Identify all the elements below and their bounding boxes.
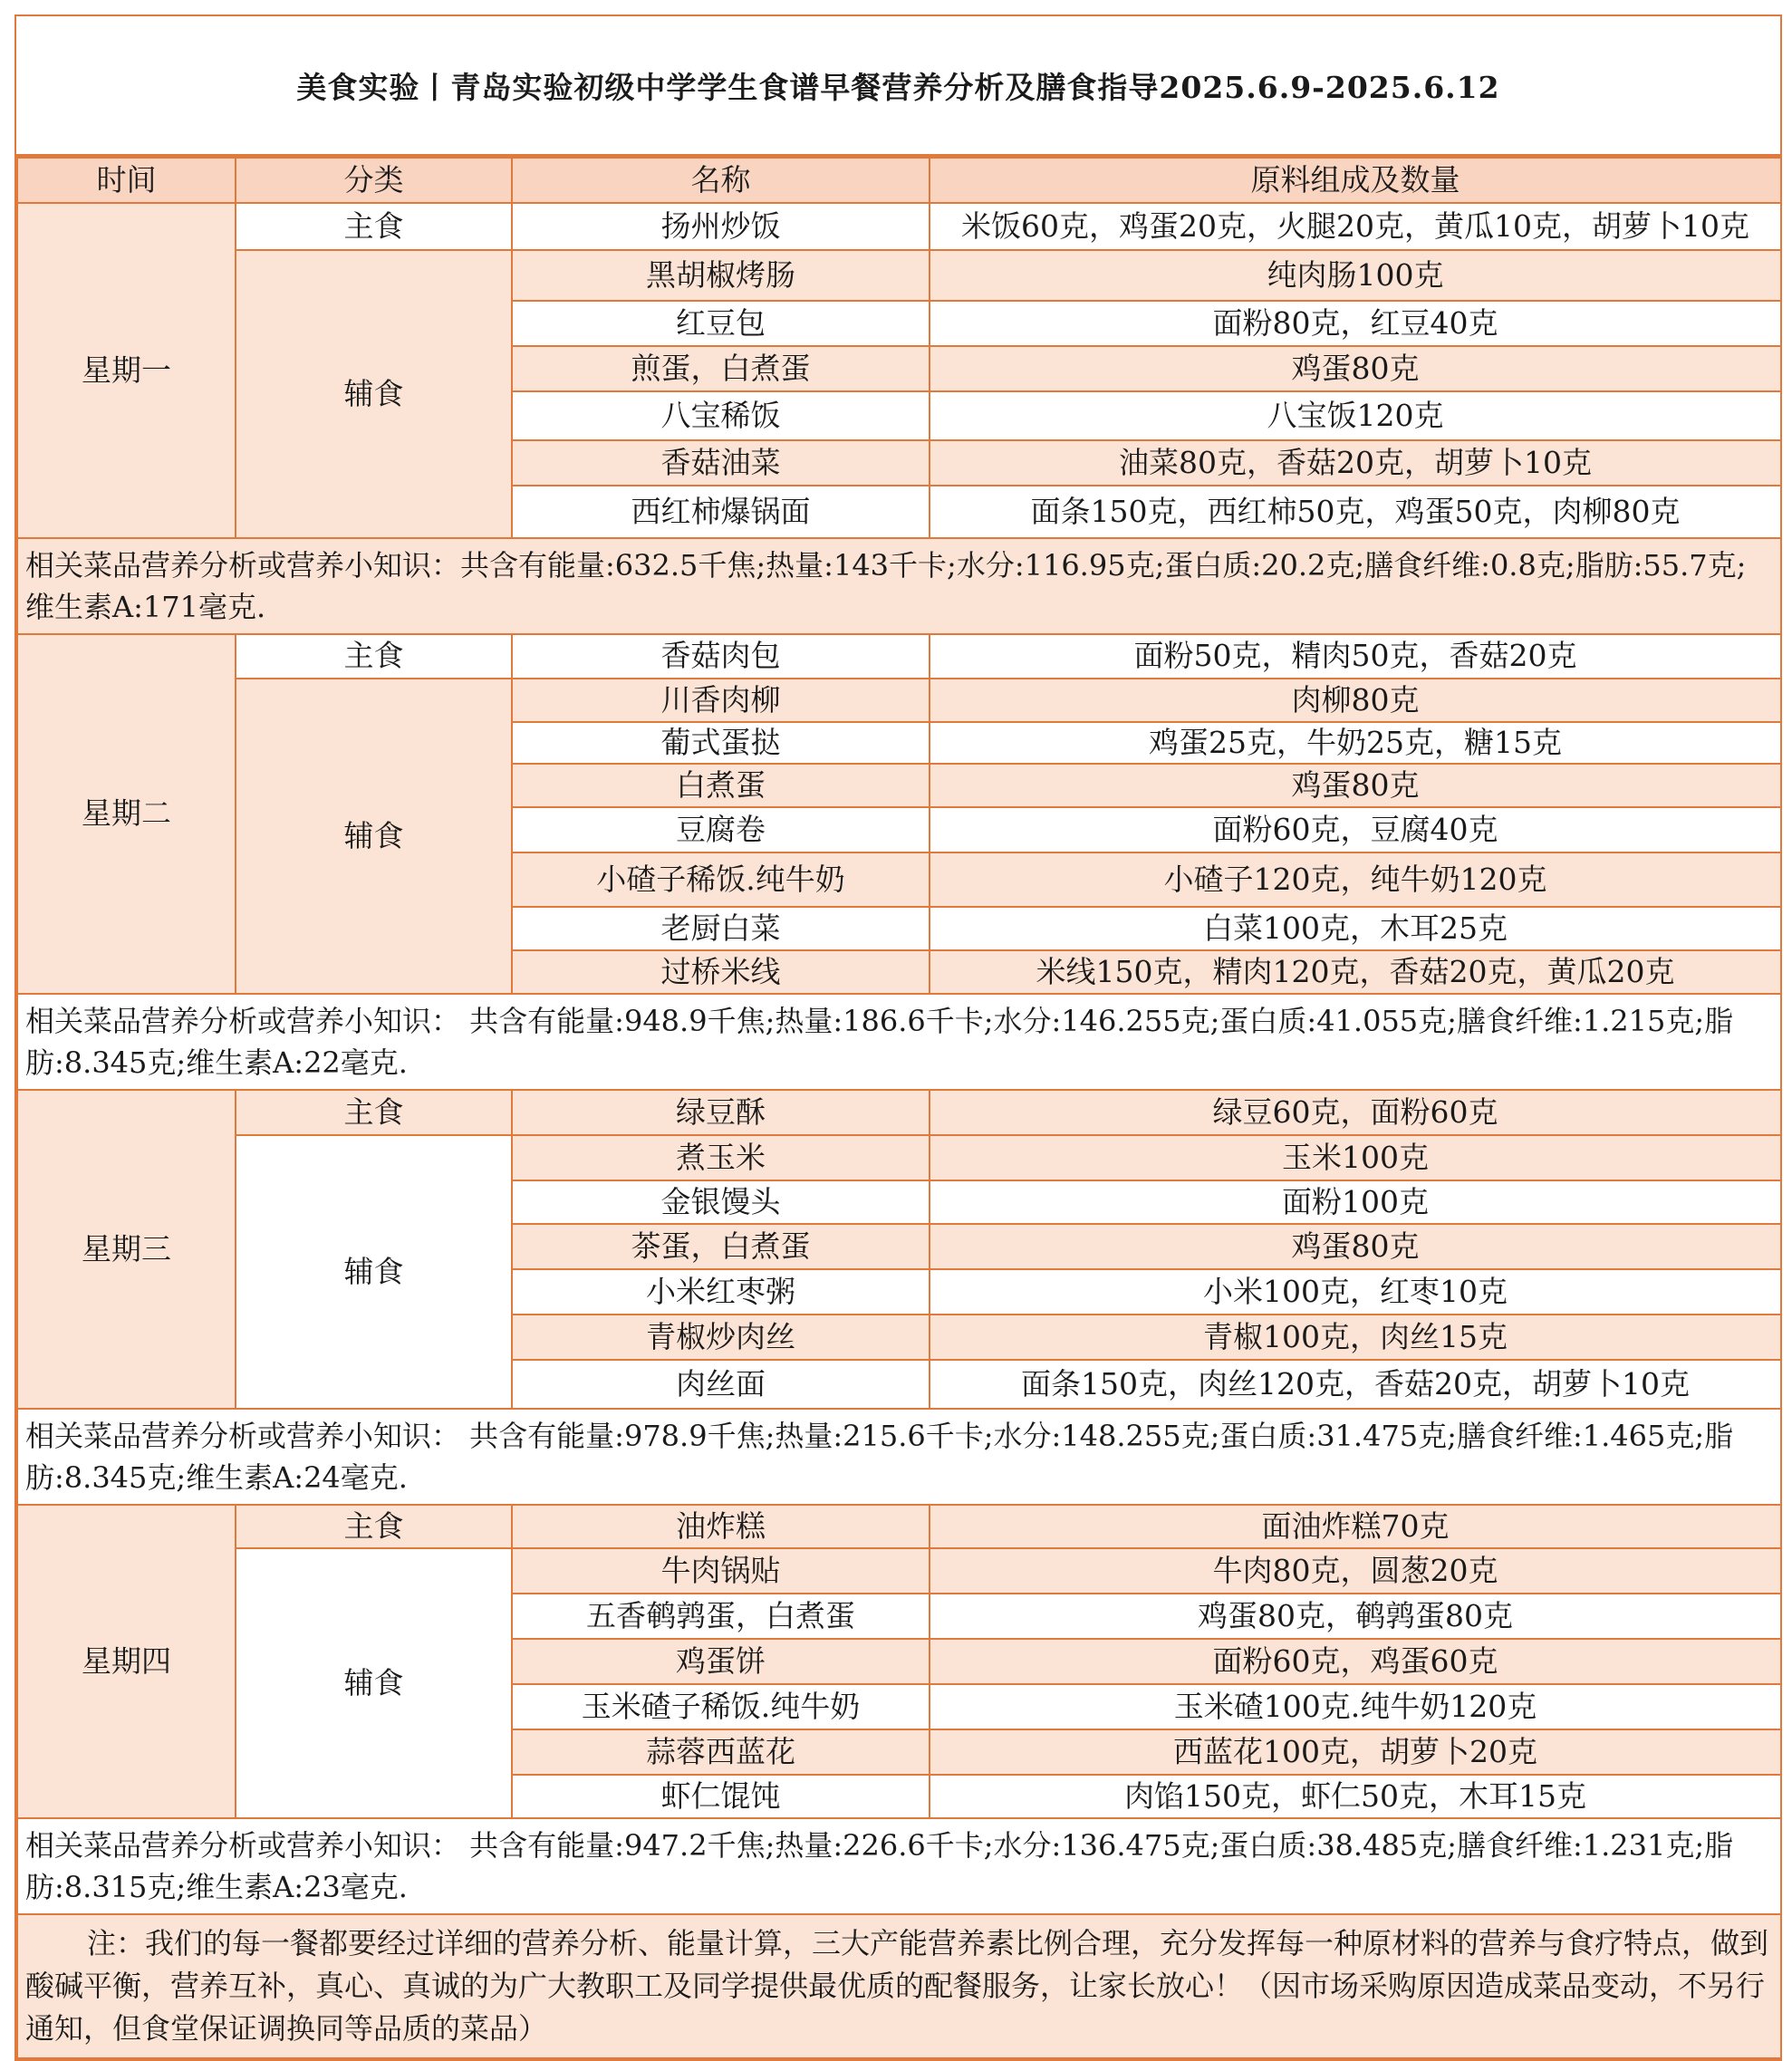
nutrition-note: 相关菜品营养分析或营养小知识： 共含有能量:947.2千焦;热量:226.6千卡;水分:136.475克;蛋白质:38.485克;膳食纤维:1.231克;脂肪:8.315克;维生素A:23毫克.: [17, 1818, 1781, 1914]
footer-note: 注：我们的每一餐都要经过详细的营养分析、能量计算，三大产能营养素比例合理，充分发挥每一种原材料的营养与食疗特点，做到酸碱平衡，营养互补，真心、真诚的为广大教职工及同学提供最优质的配餐服务，让家长放心！（因市场采购原因造成菜品变动，不另行通知，但食堂保证调换同等品质的菜品）: [25, 1926, 1769, 2046]
dish-ingredients: 面油炸糕70克: [930, 1505, 1781, 1548]
dish-ingredients: 肉馅150克，虾仁50克，木耳15克: [930, 1775, 1781, 1818]
dish-ingredients: 面条150克，肉丝120克，香菇20克，胡萝卜10克: [930, 1360, 1781, 1409]
dish-ingredients: 面粉100克: [930, 1180, 1781, 1224]
dish-name: 黑胡椒烤肠: [512, 250, 930, 301]
dish-name: 香菇油菜: [512, 440, 930, 486]
dish-ingredients: 肉柳80克: [930, 679, 1781, 722]
dish-ingredients: 牛肉80克，圆葱20克: [930, 1548, 1781, 1594]
dish-ingredients: 鸡蛋80克: [930, 1224, 1781, 1269]
dish-ingredients: 面粉60克，豆腐40克: [930, 807, 1781, 852]
dish-name: 川香肉柳: [512, 679, 930, 722]
day-cell: 星期四: [17, 1505, 236, 1818]
nutrition-note: 相关菜品营养分析或营养小知识： 共含有能量:978.9千焦;热量:215.6千卡;水分:148.255克;蛋白质:31.475克;膳食纤维:1.465克;脂肪:8.345克;维生素A:24毫克.: [17, 1409, 1781, 1505]
dish-name: 小米红枣粥: [512, 1269, 930, 1315]
table-row: [17, 1135, 1781, 1180]
note-row: [17, 1409, 1781, 1505]
dish-name: 豆腐卷: [512, 807, 930, 852]
nutrition-note: 相关菜品营养分析或营养小知识： 共含有能量:948.9千焦;热量:186.6千卡;水分:146.255克;蛋白质:41.055克;膳食纤维:1.215克;脂肪:8.345克;维生素A:22毫克.: [17, 994, 1781, 1090]
dish-ingredients: 玉米100克: [930, 1135, 1781, 1180]
dish-name: 青椒炒肉丝: [512, 1315, 930, 1360]
dish-name: 油炸糕: [512, 1505, 930, 1548]
day-cell: 星期三: [17, 1090, 236, 1409]
dish-ingredients: 八宝饭120克: [930, 391, 1781, 440]
dish-name: 过桥米线: [512, 950, 930, 994]
dish-name: 五香鹌鹑蛋，白煮蛋: [512, 1594, 930, 1639]
dish-name: 绿豆酥: [512, 1090, 930, 1135]
note-row: [17, 1818, 1781, 1914]
dish-ingredients: 面粉50克，精肉50克，香菇20克: [930, 634, 1781, 679]
table-row: [17, 1090, 1781, 1135]
dish-name: 煮玉米: [512, 1135, 930, 1180]
dish-name: 玉米碴子稀饭.纯牛奶: [512, 1684, 930, 1729]
dish-ingredients: 西蓝花100克，胡萝卜20克: [930, 1729, 1781, 1775]
note-row: [17, 538, 1781, 634]
dish-ingredients: 小米100克，红枣10克: [930, 1269, 1781, 1315]
dish-ingredients: 油菜80克，香菇20克，胡萝卜10克: [930, 440, 1781, 486]
dish-name: 老厨白菜: [512, 907, 930, 950]
category-side: 辅食: [236, 250, 512, 538]
nutrition-note: 相关菜品营养分析或营养小知识：共含有能量:632.5千焦;热量:143千卡;水分:116.95克;蛋白质:20.2克;膳食纤维:0.8克;脂肪:55.7克;维生素A:171毫克.: [17, 538, 1781, 634]
category-main: 主食: [236, 1090, 512, 1135]
header-ingredients: 原料组成及数量: [930, 158, 1781, 203]
dish-name: 小碴子稀饭.纯牛奶: [512, 852, 930, 907]
menu-table: [16, 157, 1782, 2059]
category-side: 辅食: [236, 1548, 512, 1818]
dish-ingredients: 白菜100克，木耳25克: [930, 907, 1781, 950]
dish-name: 鸡蛋饼: [512, 1639, 930, 1684]
dish-ingredients: 面条150克，西红柿50克，鸡蛋50克，肉柳80克: [930, 486, 1781, 538]
category-side: 辅食: [236, 1135, 512, 1409]
dish-name: 扬州炒饭: [512, 203, 930, 250]
table-row: [17, 203, 1781, 250]
dish-ingredients: 纯肉肠100克: [930, 250, 1781, 301]
dish-ingredients: 鸡蛋80克: [930, 346, 1781, 391]
footer-cell: [17, 1914, 1781, 2058]
dish-name: 八宝稀饭: [512, 391, 930, 440]
dish-ingredients: 米线150克，精肉120克，香菇20克，黄瓜20克: [930, 950, 1781, 994]
dish-ingredients: 鸡蛋80克，鹌鹑蛋80克: [930, 1594, 1781, 1639]
table-row: [17, 250, 1781, 301]
category-main: 主食: [236, 1505, 512, 1548]
dish-ingredients: 小碴子120克，纯牛奶120克: [930, 852, 1781, 907]
dish-name: 红豆包: [512, 301, 930, 346]
footer-row: [17, 1914, 1781, 2058]
category-main: 主食: [236, 203, 512, 250]
dish-ingredients: 玉米碴100克.纯牛奶120克: [930, 1684, 1781, 1729]
dish-name: 香菇肉包: [512, 634, 930, 679]
dish-name: 牛肉锅贴: [512, 1548, 930, 1594]
note-row: [17, 994, 1781, 1090]
header-name: 名称: [512, 158, 930, 203]
day-cell: 星期二: [17, 634, 236, 994]
dish-ingredients: 绿豆60克，面粉60克: [930, 1090, 1781, 1135]
dish-name: 蒜蓉西蓝花: [512, 1729, 930, 1775]
dish-ingredients: 面粉80克，红豆40克: [930, 301, 1781, 346]
menu-sheet: [14, 14, 1782, 2061]
dish-name: 煎蛋，白煮蛋: [512, 346, 930, 391]
dish-name: 西红柿爆锅面: [512, 486, 930, 538]
dish-name: 肉丝面: [512, 1360, 930, 1409]
title-box: [16, 16, 1780, 157]
dish-name: 葡式蛋挞: [512, 722, 930, 764]
menu-body: [17, 203, 1781, 1914]
category-side: 辅食: [236, 679, 512, 994]
dish-ingredients: 米饭60克，鸡蛋20克，火腿20克，黄瓜10克，胡萝卜10克: [930, 203, 1781, 250]
table-row: [17, 679, 1781, 722]
header-time: 时间: [17, 158, 236, 203]
header-category: 分类: [236, 158, 512, 203]
category-main: 主食: [236, 634, 512, 679]
dish-name: 虾仁馄饨: [512, 1775, 930, 1818]
dish-ingredients: 青椒100克，肉丝15克: [930, 1315, 1781, 1360]
table-row: [17, 1505, 1781, 1548]
page-title: 美食实验丨青岛实验初级中学学生食谱早餐营养分析及膳食指导2025.6.9-2025.6.12: [296, 69, 1500, 105]
table-row: [17, 1548, 1781, 1594]
dish-name: 白煮蛋: [512, 764, 930, 807]
table-row: [17, 634, 1781, 679]
day-cell: 星期一: [17, 203, 236, 538]
dish-ingredients: 鸡蛋80克: [930, 764, 1781, 807]
dish-name: 茶蛋，白煮蛋: [512, 1224, 930, 1269]
dish-name: 金银馒头: [512, 1180, 930, 1224]
header-row: [17, 158, 1781, 203]
dish-ingredients: 鸡蛋25克，牛奶25克，糖15克: [930, 722, 1781, 764]
dish-ingredients: 面粉60克，鸡蛋60克: [930, 1639, 1781, 1684]
